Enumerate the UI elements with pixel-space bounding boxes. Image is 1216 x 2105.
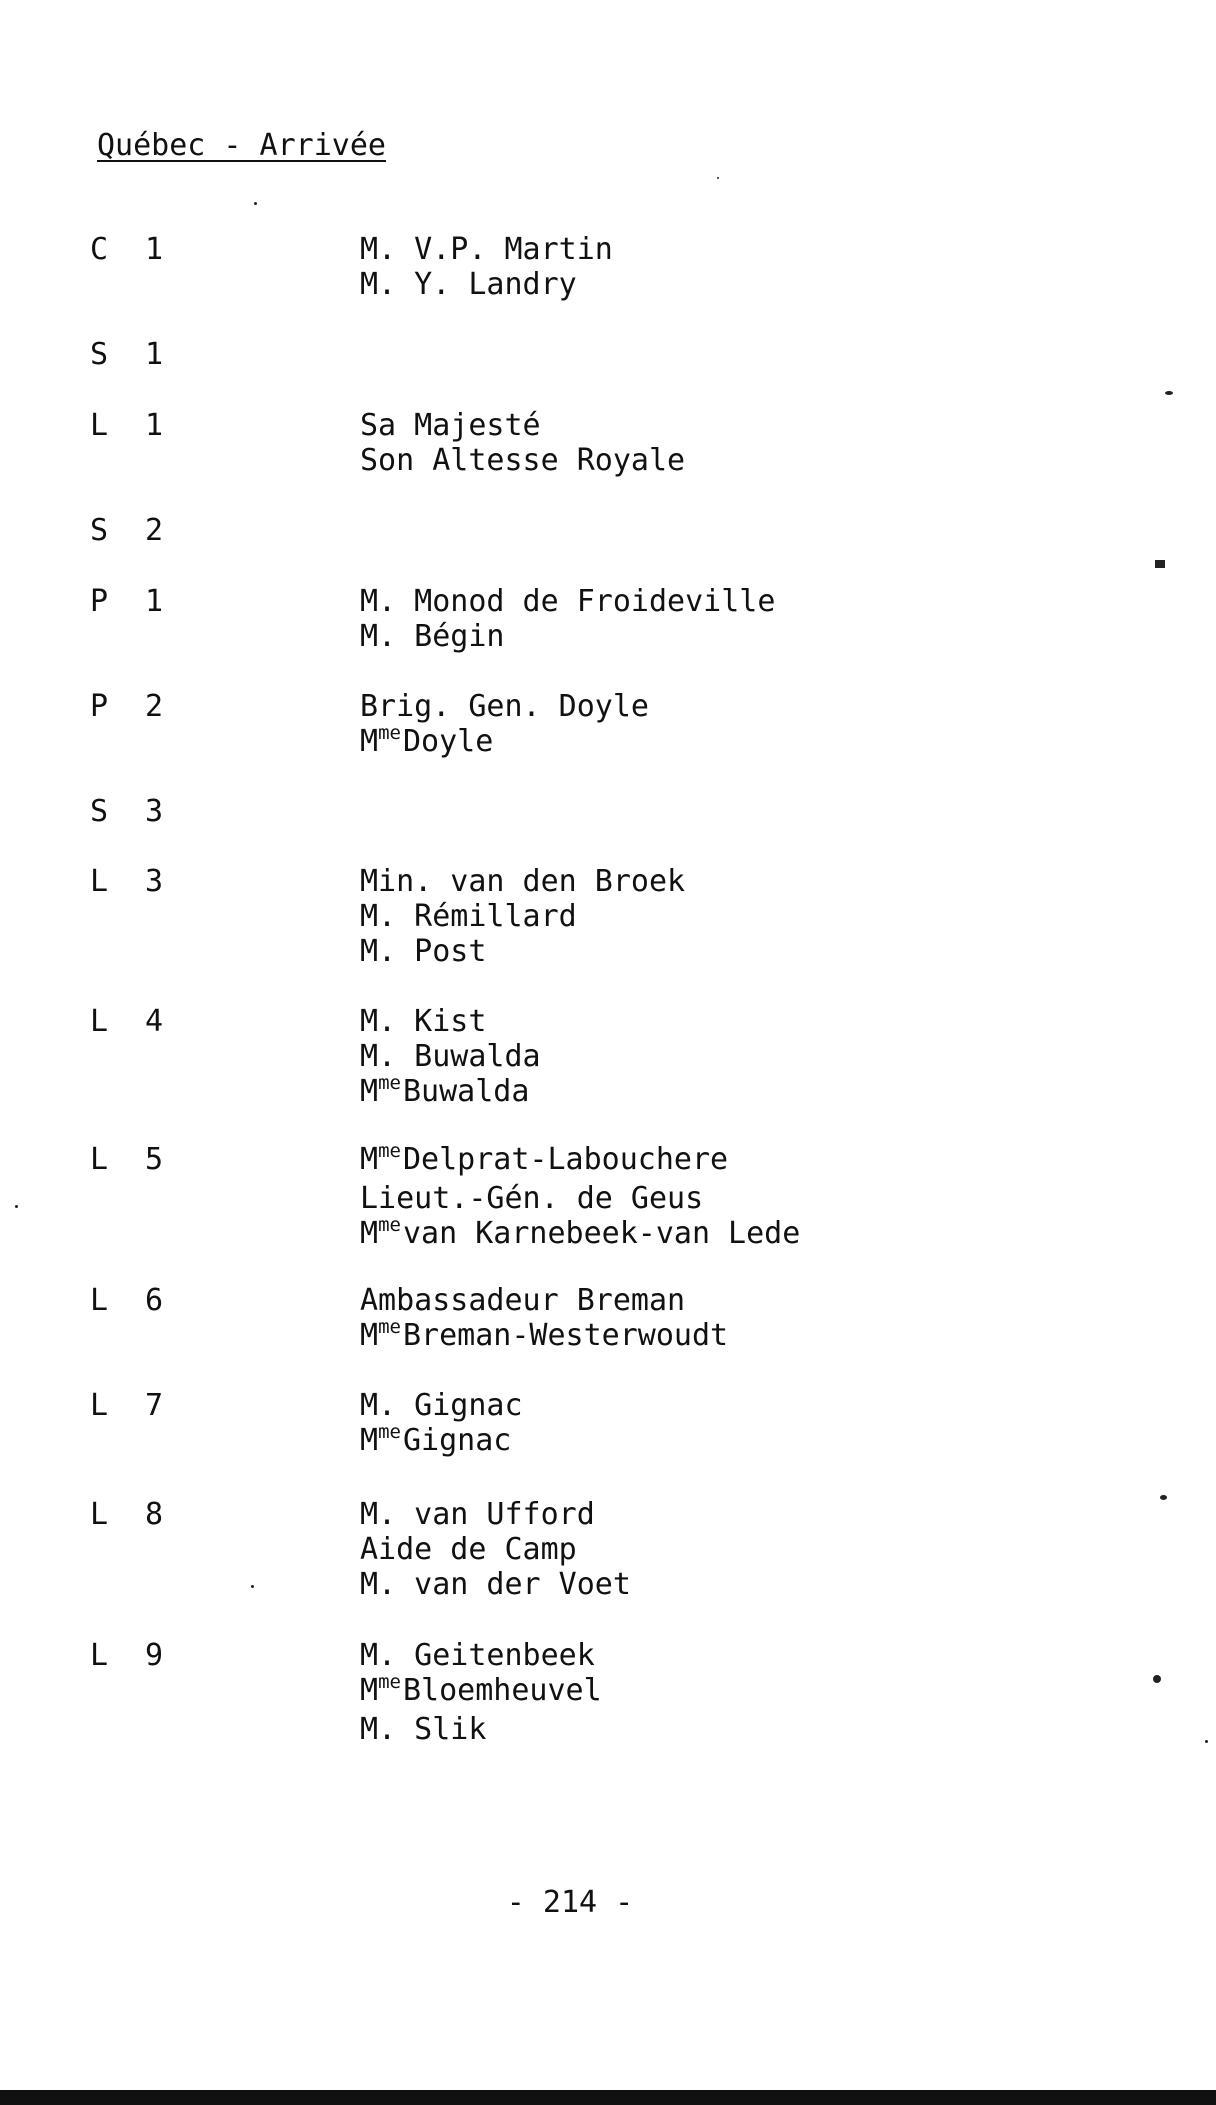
scan-speck (254, 202, 257, 205)
guest-name-line (360, 267, 613, 302)
guest-name-line (360, 899, 685, 934)
madame-abbrev-m: M (360, 1074, 379, 1109)
guest-name: Sa Majesté (360, 408, 541, 443)
guest-name-line (360, 1673, 602, 1712)
seat-code-number: 4 (145, 1004, 164, 1039)
scan-speck (1205, 1740, 1208, 1743)
guest-name: Aide de Camp (360, 1532, 577, 1567)
madame-abbrev-m: M (360, 1318, 379, 1353)
guest-names (360, 1388, 523, 1462)
page-title: Québec - Arrivée (97, 128, 386, 163)
guest-name-line (360, 1074, 541, 1113)
guest-names (360, 689, 649, 763)
scan-speck (1165, 391, 1173, 395)
seat-code-letter: L (90, 1004, 109, 1039)
guest-name-line (360, 689, 649, 724)
seat-code (90, 337, 210, 372)
madame-abbrev-m: M (360, 1673, 379, 1708)
madame-abbrev-superscript: me (378, 1072, 401, 1094)
guest-name-line (360, 1567, 631, 1602)
seat-code-letter: S (90, 337, 109, 372)
guest-name-line (360, 1142, 800, 1181)
guest-names (360, 864, 685, 969)
madame-abbrev-superscript: me (378, 1214, 401, 1236)
seat-code-letter: L (90, 1497, 109, 1532)
seat-code-letter: L (90, 1283, 109, 1318)
seat-code (90, 1142, 210, 1177)
seat-code (90, 1388, 210, 1423)
seat-code-number: 8 (145, 1497, 164, 1532)
scan-speck (1160, 1495, 1167, 1500)
guest-name: M. Rémillard (360, 899, 577, 934)
seat-code (90, 794, 210, 829)
guest-name: M. Slik (360, 1712, 487, 1747)
guest-name: M. Geitenbeek (360, 1638, 595, 1673)
guest-name: Lieut.-Gén. de Geus (360, 1181, 704, 1216)
guest-name: Son Altesse Royale (360, 443, 686, 478)
seat-code-number: 5 (145, 1142, 164, 1177)
seat-code-number: 7 (145, 1388, 164, 1423)
guest-names (360, 232, 613, 302)
madame-abbrev-superscript: me (378, 1671, 401, 1693)
guest-name: Bloemheuvel (402, 1673, 602, 1708)
guest-names (360, 1004, 541, 1113)
guest-name-line (360, 1532, 631, 1567)
madame-abbrev-m: M (360, 1216, 379, 1251)
guest-names (360, 1638, 602, 1747)
guest-name-line (360, 584, 775, 619)
guest-name-line (360, 1039, 541, 1074)
guest-names (360, 1497, 631, 1602)
guest-name-line (360, 864, 685, 899)
guest-name: M. Monod de Froideville (360, 584, 776, 619)
guest-name: M. Kist (360, 1004, 487, 1039)
guest-name: Gignac (402, 1423, 512, 1458)
seat-code (90, 513, 210, 548)
seat-code-number: 1 (145, 584, 164, 619)
guest-name-line (360, 1283, 728, 1318)
guest-name-line (360, 1712, 602, 1747)
scan-speck (717, 177, 719, 179)
seat-code-number: 2 (145, 513, 164, 548)
guest-name: M. Post (360, 934, 487, 969)
seat-code (90, 584, 210, 619)
bottom-scan-border (0, 2090, 1216, 2105)
madame-abbrev-superscript: me (378, 722, 401, 744)
seat-code-number: 1 (145, 337, 164, 372)
guest-name: Delprat-Labouchere (402, 1142, 729, 1177)
guest-name-line (360, 934, 685, 969)
seat-code (90, 689, 210, 724)
guest-names (360, 408, 685, 478)
guest-name: M. Buwalda (360, 1039, 541, 1074)
seat-code-letter: S (90, 513, 109, 548)
seat-code-number: 3 (145, 864, 164, 899)
seat-code-letter: C (90, 232, 109, 267)
scan-speck (15, 1205, 18, 1208)
guest-name-line (360, 1497, 631, 1532)
guest-name-line (360, 1216, 800, 1255)
madame-abbrev-m: M (360, 724, 379, 759)
guest-name: Brig. Gen. Doyle (360, 689, 649, 724)
madame-abbrev-superscript: me (378, 1140, 401, 1162)
seat-code-letter: L (90, 864, 109, 899)
seat-code (90, 1004, 210, 1039)
guest-name: Breman-Westerwoudt (402, 1318, 729, 1353)
seat-code-number: 3 (145, 794, 164, 829)
scan-speck (1153, 1675, 1161, 1683)
seat-code-letter: P (90, 689, 109, 724)
seat-code-number: 9 (145, 1638, 164, 1673)
seat-code-number: 1 (145, 232, 164, 267)
guest-names (360, 1283, 728, 1357)
guest-name-line (360, 1318, 728, 1357)
page-number: - 214 - (506, 1885, 634, 1920)
guest-name: Min. van den Broek (360, 864, 686, 899)
seat-code-letter: S (90, 794, 109, 829)
guest-name-line (360, 1423, 523, 1462)
guest-name-line (360, 1004, 541, 1039)
guest-name-line (360, 1388, 523, 1423)
seat-code-letter: L (90, 1638, 109, 1673)
seat-code-number: 6 (145, 1283, 164, 1318)
guest-name: Buwalda (402, 1074, 530, 1109)
guest-name: M. van der Voet (360, 1567, 631, 1602)
guest-name-line (360, 1638, 602, 1673)
guest-name: M. Bégin (360, 619, 505, 654)
guest-name: Ambassadeur Breman (360, 1283, 686, 1318)
seat-code-letter: L (90, 1142, 109, 1177)
seat-code-number: 1 (145, 408, 164, 443)
madame-abbrev-superscript: me (378, 1421, 401, 1443)
madame-abbrev-m: M (360, 1142, 379, 1177)
seat-code (90, 1638, 210, 1673)
guest-name: M. V.P. Martin (360, 232, 613, 267)
scan-speck (1155, 560, 1165, 568)
seat-code (90, 864, 210, 899)
guest-names (360, 1142, 800, 1255)
guest-name-line (360, 232, 613, 267)
madame-abbrev-superscript: me (378, 1316, 401, 1338)
guest-name-line (360, 443, 685, 478)
madame-abbrev-m: M (360, 1423, 379, 1458)
scan-speck (251, 1585, 254, 1588)
seat-code (90, 1283, 210, 1318)
guest-name-line (360, 619, 775, 654)
seat-code-number: 2 (145, 689, 164, 724)
guest-name-line (360, 724, 649, 763)
seat-code-letter: L (90, 408, 109, 443)
seat-code-letter: L (90, 1388, 109, 1423)
guest-name: M. van Ufford (360, 1497, 595, 1532)
seat-code (90, 408, 210, 443)
guest-name-line (360, 1181, 800, 1216)
seat-code (90, 1497, 210, 1532)
seat-code-letter: P (90, 584, 109, 619)
guest-names (360, 584, 775, 654)
guest-name: M. Gignac (360, 1388, 523, 1423)
guest-name: van Karnebeek-van Lede (402, 1216, 801, 1251)
guest-name: M. Y. Landry (360, 267, 577, 302)
guest-name-line (360, 408, 685, 443)
guest-name: Doyle (402, 724, 494, 759)
seat-code (90, 232, 210, 267)
